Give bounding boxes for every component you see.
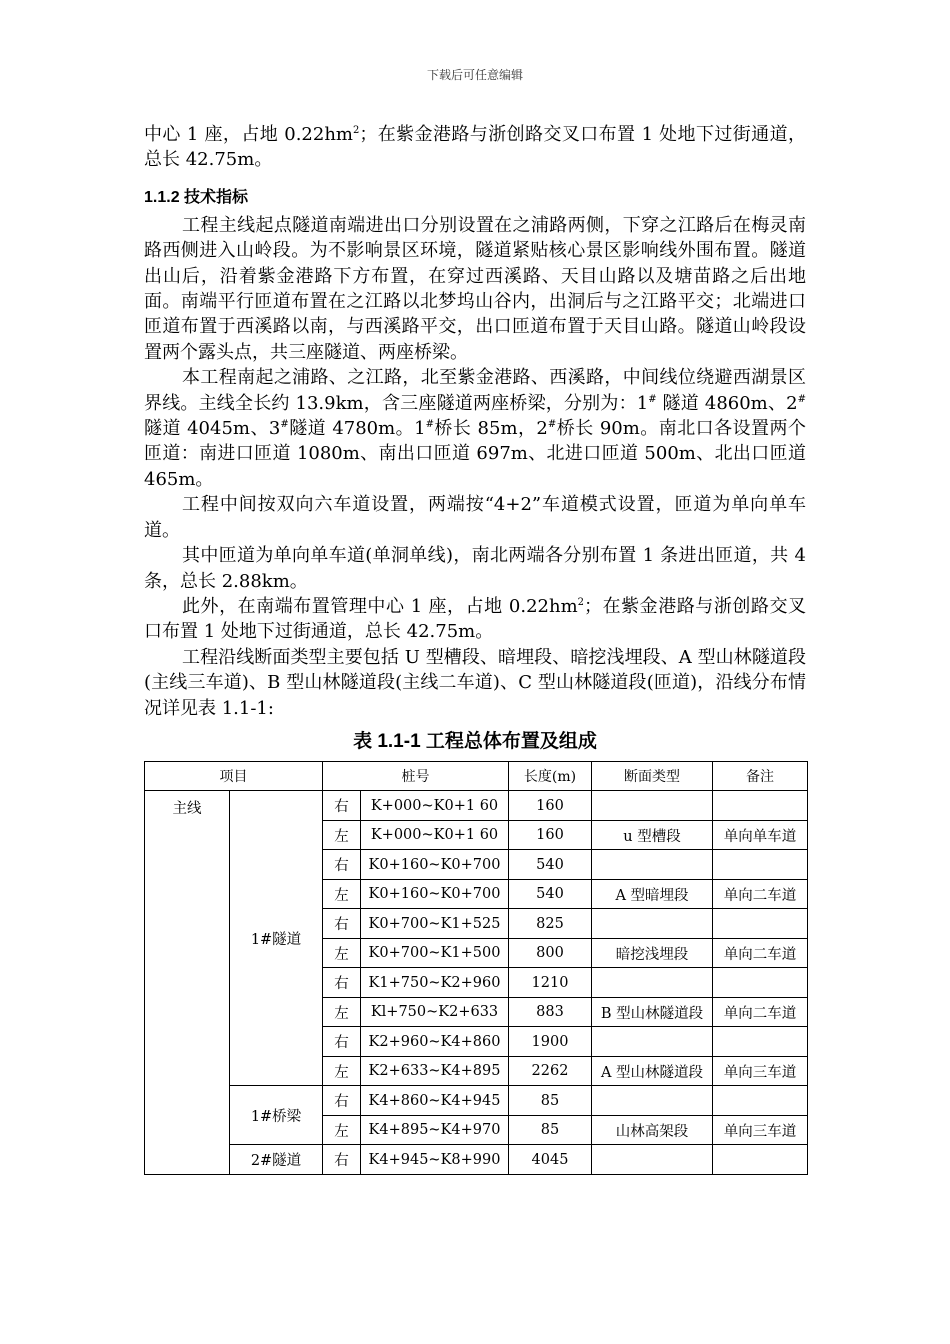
- side-cell: 右: [323, 850, 361, 880]
- table-row: [145, 1086, 808, 1116]
- type-cell: B 型山林隧道段: [592, 997, 713, 1027]
- table-title: 表 1.1-1 工程总体布置及组成: [353, 730, 597, 752]
- header-station: 桩号: [323, 761, 509, 791]
- paragraph-lanes: 工程中间按双向六车道设置，两端按“4+2”车道模式设置，匝道为单向单车道。: [144, 494, 806, 541]
- group-main-cell: 主线: [145, 791, 230, 1175]
- text-run: 桥长 85m，2: [433, 418, 548, 440]
- station-cell: K0+160~K0+700: [361, 850, 509, 880]
- table-row: [145, 1145, 808, 1175]
- layout-table: [144, 761, 808, 1175]
- length-cell: 85: [509, 1115, 592, 1145]
- sub-bridge1-cell: 1#桥梁: [230, 1086, 323, 1145]
- side-cell: 左: [323, 879, 361, 909]
- page-header: 下载后可任意编辑: [426, 68, 523, 82]
- text-run: 此外，在南端布置管理中心 1 座，占地 0.22hm: [182, 595, 578, 617]
- sub-tunnel2-cell: 2#隧道: [230, 1145, 323, 1175]
- superscript: 2: [353, 125, 360, 136]
- remark-cell: [713, 1145, 808, 1175]
- station-cell: K2+633~K4+895: [361, 1056, 509, 1086]
- side-cell: 左: [323, 1115, 361, 1145]
- text-run: 本工程南起之浦路、之江路，北至紫金港路、西溪路，中间线位绕避西湖景区界线。主线全长约 13.9km，含三座隧道两座桥梁，分别为：1: [144, 367, 806, 414]
- length-cell: 2262: [509, 1056, 592, 1086]
- table-row: [145, 791, 808, 821]
- length-cell: 4045: [509, 1145, 592, 1175]
- length-cell: 1900: [509, 1027, 592, 1057]
- station-cell: K4+895~K4+970: [361, 1115, 509, 1145]
- station-cell: K2+960~K4+860: [361, 1027, 509, 1057]
- remark-cell: 单向单车道: [713, 820, 808, 850]
- type-cell: [592, 1145, 713, 1175]
- paragraph-route: 工程主线起点隧道南端进出口分别设置在之浦路两侧，下穿之江路后在梅灵南路西侧进入山岭段。为不影响景区环境，隧道紧贴核心景区影响线外围布置。隧道出山后，沿着紫金港路下方布置，在穿过西溪路、天目山路以及塘苗路之后出地面。南端平行匝道布置在之江路以北梦坞山谷内，出洞后与之江路平交；北端进口匝道布置于西溪路以南，与西溪路平交，出口匝道布置于天目山路。隧道山岭段设置两个露头点，共三座隧道、两座桥梁。: [144, 214, 806, 363]
- side-cell: 右: [323, 1086, 361, 1116]
- type-cell: 山林高架段: [592, 1115, 713, 1145]
- text-run: ；在紫金港路与浙创路交叉口布置 1 处地下过街通道，总长 42.75m。: [144, 595, 806, 643]
- superscript: #: [797, 393, 806, 405]
- text-run: 桥长 90m。南北口各设置两个匝道：南进口匝道 1080m、南出口匝道 697m、北进口匝道 500m、北出口匝道 465m。: [144, 418, 806, 490]
- type-cell: [592, 1027, 713, 1057]
- remark-cell: 单向二车道: [713, 997, 808, 1027]
- type-cell: [592, 850, 713, 880]
- document-body: [144, 122, 806, 1175]
- paragraph-sections: 工程沿线断面类型主要包括 U 型槽段、暗埋段、暗挖浅埋段、A 型山林隧道段(主线三车道)、B 型山林隧道段(主线二车道)、C 型山林隧道段(匝道)，沿线分布情况详见表 1.1-1:: [144, 646, 806, 719]
- side-cell: 右: [323, 791, 361, 821]
- sub-tunnel1-cell: 1#隧道: [230, 791, 323, 1086]
- station-cell: K4+945~K8+990: [361, 1145, 509, 1175]
- side-cell: 左: [323, 938, 361, 968]
- station-cell: K0+700~K1+525: [361, 909, 509, 939]
- superscript: #: [648, 393, 657, 405]
- paragraph-overview: [144, 365, 806, 492]
- superscript: 2: [577, 596, 585, 608]
- header-item: 项目: [145, 761, 323, 791]
- side-cell: 右: [323, 968, 361, 998]
- type-cell: [592, 968, 713, 998]
- text-run: 隧道 4780m。1: [288, 418, 426, 440]
- length-cell: 825: [509, 909, 592, 939]
- station-cell: K+000~K0+1 60: [361, 820, 509, 850]
- superscript: #: [280, 419, 289, 431]
- station-cell: K0+160~K0+700: [361, 879, 509, 909]
- station-cell: K+000~K0+1 60: [361, 791, 509, 821]
- remark-cell: [713, 1027, 808, 1057]
- type-cell: [592, 1086, 713, 1116]
- remark-cell: [713, 968, 808, 998]
- type-cell: 暗挖浅埋段: [592, 938, 713, 968]
- length-cell: 800: [509, 938, 592, 968]
- type-cell: [592, 791, 713, 821]
- length-cell: 160: [509, 791, 592, 821]
- superscript: #: [547, 419, 557, 431]
- remark-cell: 单向二车道: [713, 879, 808, 909]
- length-cell: 85: [509, 1086, 592, 1116]
- remark-cell: 单向二车道: [713, 938, 808, 968]
- text-run: 中心 1 座，占地 0.22hm: [144, 124, 353, 145]
- length-cell: 160: [509, 820, 592, 850]
- section-heading: 1.1.2 技术指标: [144, 188, 249, 206]
- header-remark: 备注: [713, 761, 808, 791]
- text-run: ；在紫金港路与浙创路交叉口布置 1 处地下过街通道，总长 42.75m。: [144, 124, 806, 171]
- side-cell: 右: [323, 1145, 361, 1175]
- type-cell: u 型槽段: [592, 820, 713, 850]
- length-cell: 540: [509, 850, 592, 880]
- type-cell: [592, 909, 713, 939]
- side-cell: 右: [323, 909, 361, 939]
- station-cell: K1+750~K2+960: [361, 968, 509, 998]
- station-cell: Kl+750~K2+633: [361, 997, 509, 1027]
- remark-cell: 单向三车道: [713, 1115, 808, 1145]
- superscript: #: [425, 419, 434, 431]
- text-run: 隧道 4860m、2: [656, 392, 798, 414]
- station-cell: K0+700~K1+500: [361, 938, 509, 968]
- text-run: 隧道 4045m、3: [144, 418, 281, 440]
- length-cell: 540: [509, 879, 592, 909]
- side-cell: 左: [323, 1056, 361, 1086]
- remark-cell: 单向三车道: [713, 1056, 808, 1086]
- length-cell: 1210: [509, 968, 592, 998]
- length-cell: 883: [509, 997, 592, 1027]
- intro-paragraph: [144, 122, 806, 173]
- header-length: 长度(m): [509, 761, 592, 791]
- table-header-row: [145, 761, 808, 791]
- type-cell: A 型山林隧道段: [592, 1056, 713, 1086]
- side-cell: 左: [323, 820, 361, 850]
- station-cell: K4+860~K4+945: [361, 1086, 509, 1116]
- header-section-type: 断面类型: [592, 761, 713, 791]
- paragraph-management: [144, 594, 806, 645]
- remark-cell: [713, 1086, 808, 1116]
- side-cell: 右: [323, 1027, 361, 1057]
- remark-cell: [713, 791, 808, 821]
- paragraph-ramps: 其中匝道为单向单车道(单洞单线)，南北两端各分别布置 1 条进出匝道，共 4 条，总长 2.88km。: [144, 545, 806, 592]
- type-cell: A 型暗埋段: [592, 879, 713, 909]
- remark-cell: [713, 850, 808, 880]
- side-cell: 左: [323, 997, 361, 1027]
- remark-cell: [713, 909, 808, 939]
